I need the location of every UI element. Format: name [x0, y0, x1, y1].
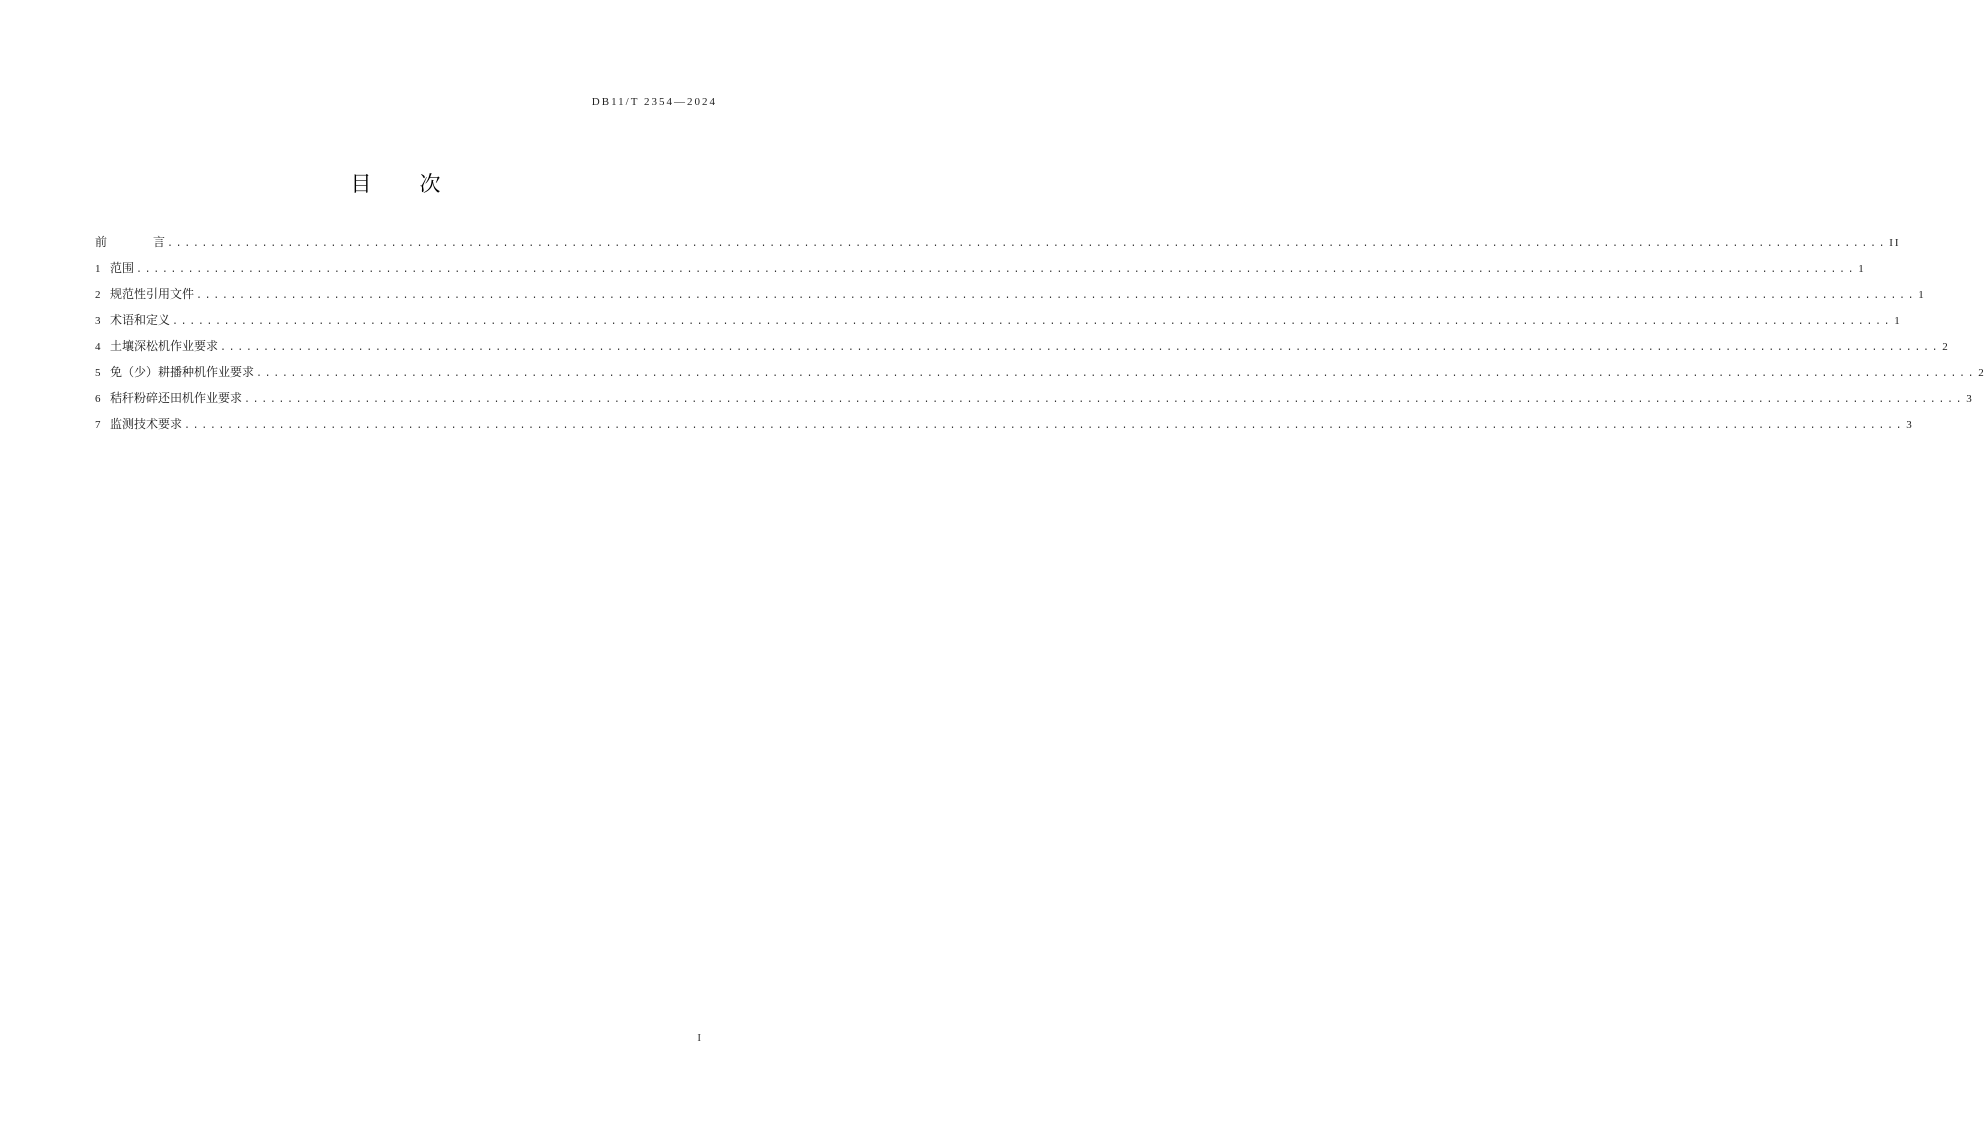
toc-leader-dots: ........................................................................................................................................................................................................ — [196, 291, 1917, 302]
toc-entry-number: 6 — [95, 393, 101, 405]
toc-page-number: 3 — [1906, 419, 1914, 431]
toc-entry-6[interactable] — [95, 389, 1974, 415]
toc-page-number: 3 — [1966, 393, 1974, 405]
toc-entry-label: 免（少）耕播种机作业要求 — [110, 365, 255, 379]
title-part-2: 次 — [419, 172, 443, 196]
toc-entry-preface[interactable] — [95, 233, 1901, 259]
toc-page-number: 1 — [1894, 315, 1902, 327]
toc-entry-label: 规范性引用文件 — [110, 287, 195, 301]
toc-leader-dots: ........................................................................................................................................................................................................ — [244, 395, 1965, 406]
toc-page-number: 2 — [1942, 341, 1950, 353]
toc-entry-label — [95, 233, 165, 251]
toc-leader-dots: ........................................................................................................................................................................................................ — [220, 343, 1941, 354]
toc-leader-dots: ........................................................................................................................................................................................................ — [172, 317, 1893, 328]
toc-entry-label: 土壤深松机作业要求 — [110, 339, 219, 353]
page-title — [0, 168, 793, 198]
toc-page-number: 1 — [1858, 263, 1866, 275]
toc-entry-number: 2 — [95, 289, 101, 301]
toc-leader-dots: ........................................................................................................................................................................................................ — [256, 369, 1977, 380]
toc-entry-5[interactable] — [95, 363, 1986, 389]
toc-leader-dots: ........................................................................................................................................................................................................ — [184, 421, 1905, 432]
title-part-1: 目 — [350, 172, 374, 196]
toc-entry-2[interactable] — [95, 285, 1926, 311]
toc-preface-char-2: 言 — [153, 235, 166, 249]
toc-entry-number: 5 — [95, 367, 101, 379]
toc-page-number: 1 — [1918, 289, 1926, 301]
toc-entry-label: 秸秆粉碎还田机作业要求 — [110, 391, 243, 405]
toc-entry-number: 7 — [95, 419, 101, 431]
toc-entry-label: 监测技术要求 — [110, 417, 183, 431]
toc-page-number: 2 — [1978, 367, 1986, 379]
toc-entry-3[interactable] — [95, 311, 1902, 337]
toc-entry-1[interactable] — [95, 259, 1866, 285]
toc-entry-label: 术语和定义 — [110, 313, 171, 327]
toc-leader-dots: ........................................................................................................................................................................................................ — [167, 239, 1888, 250]
toc-entry-7[interactable] — [95, 415, 1914, 441]
toc-leader-dots: ........................................................................................................................................................................................................ — [136, 265, 1857, 276]
table-of-contents — [95, 233, 1986, 441]
page-number: I — [697, 1032, 701, 1044]
toc-entry-number: 1 — [95, 263, 101, 275]
toc-entry-label: 范围 — [110, 261, 135, 275]
toc-entry-number: 3 — [95, 315, 101, 327]
toc-page-number: II — [1889, 237, 1901, 249]
toc-preface-char-1: 前 — [95, 235, 108, 249]
toc-entry-number: 4 — [95, 341, 101, 353]
toc-entry-4[interactable] — [95, 337, 1950, 363]
document-number: DB11/T 2354—2024 — [591, 96, 717, 108]
